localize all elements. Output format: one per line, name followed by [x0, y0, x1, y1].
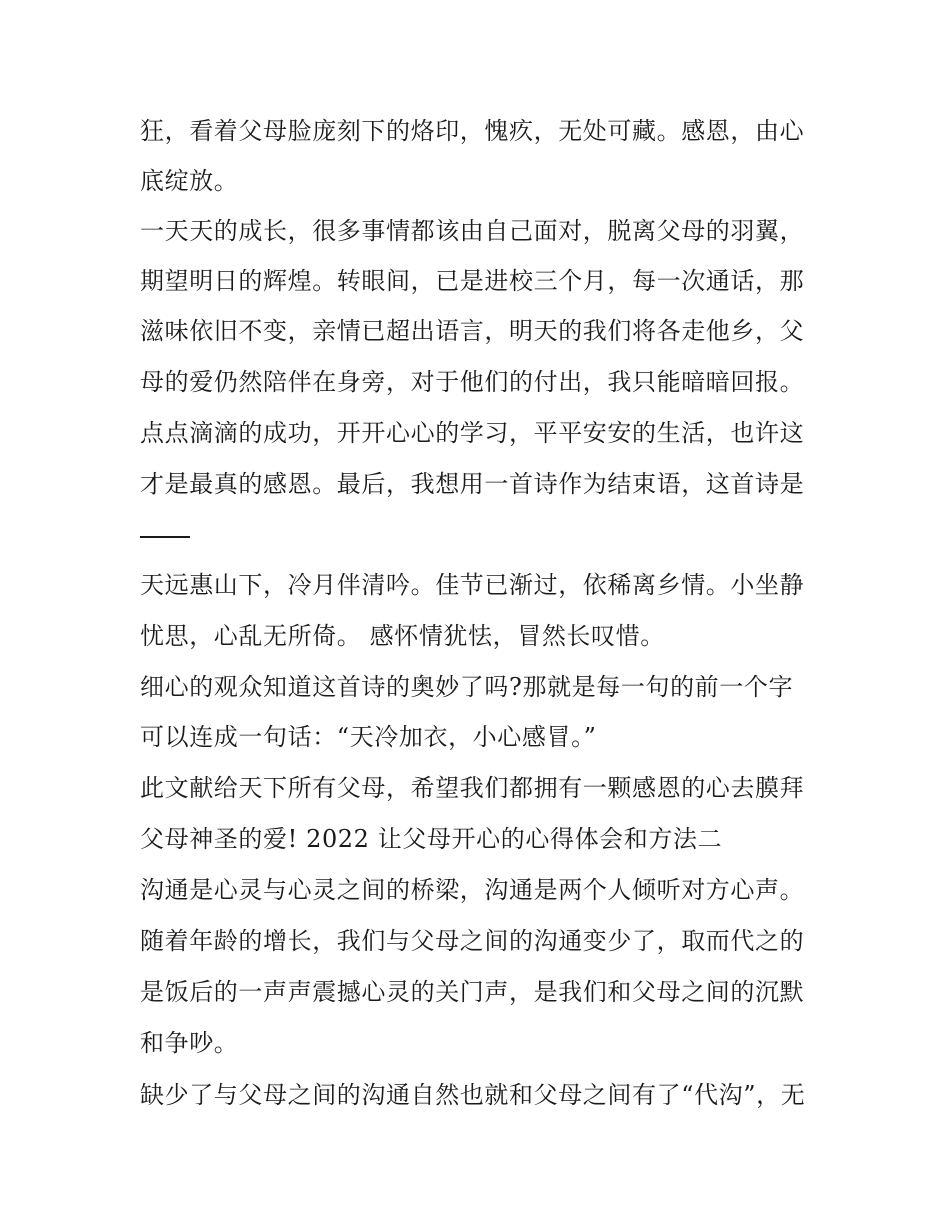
paragraph-line: 狂，看着父母脸庞刻下的烙印，愧疚，无处可藏。感恩，由心 [140, 117, 805, 145]
paragraph-line: 细心的观众知道这首诗的奥妙了吗?那就是每一句的前一个字 [140, 673, 794, 701]
poem-line: 天远惠山下，冷月伴清吟。佳节已渐过，依稀离乡情。小坐静 [140, 571, 805, 599]
paragraph-line: 随着年龄的增长，我们与父母之间的沟通变少了，取而代之的 [140, 927, 805, 955]
paragraph-line: 滋味依旧不变，亲情已超出语言，明天的我们将各走他乡，父 [140, 317, 805, 345]
em-dash-rule [140, 536, 190, 538]
poem-line: 忧思，心乱无所倚。 感怀情犹怯，冒然长叹惜。 [140, 622, 665, 650]
paragraph-line: 可以连成一句话：“天冷加衣，小心感冒。” [140, 723, 597, 751]
paragraph-line: 底绽放。 [140, 167, 239, 195]
paragraph-line: 和争吵。 [140, 1029, 239, 1057]
paragraph-line: 点点滴滴的成功，开开心心的学习，平平安安的生活，也许这 [140, 419, 805, 447]
paragraph-line: 是饭后的一声声震撼心灵的关门声，是我们和父母之间的沉默 [140, 978, 805, 1006]
paragraph-line: 沟通是心灵与心灵之间的桥梁，沟通是两个人倾听对方心声。 [140, 876, 805, 904]
paragraph-line: 母的爱仍然陪伴在身旁，对于他们的付出，我只能暗暗回报。 [140, 368, 805, 396]
paragraph-line: 此文献给天下所有父母，希望我们都拥有一颗感恩的心去膜拜 [140, 774, 805, 802]
paragraph-line: 一天天的成长，很多事情都该由自己面对，脱离父母的羽翼， [140, 217, 805, 245]
paragraph-line: 缺少了与父母之间的沟通自然也就和父母之间有了“代沟”，无 [140, 1081, 806, 1109]
paragraph-line: 才是最真的感恩。最后，我想用一首诗作为结束语，这首诗是 [140, 470, 805, 498]
paragraph-line: 期望明日的辉煌。转眼间，已是进校三个月，每一次通话，那 [140, 267, 805, 295]
section-heading-line: 父母神圣的爱! 2022 让父母开心的心得体会和方法二 [140, 825, 723, 853]
em-dash-line [140, 520, 189, 550]
